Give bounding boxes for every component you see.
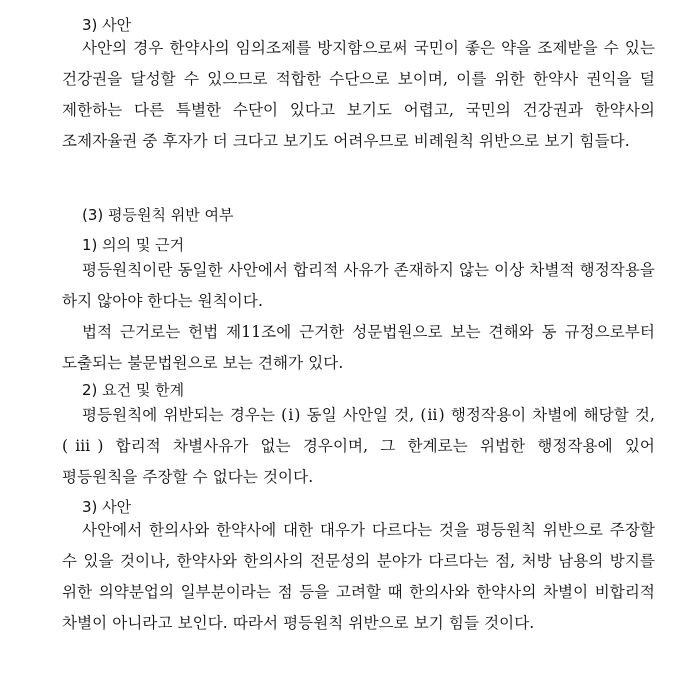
section-heading-case-1: 3) 사안 <box>82 16 132 34</box>
paragraph-case-proportionality: 사안의 경우 한약사의 임의조제를 방지함으로써 국민이 좋은 약을 조제받을 수 있는 건강권을 달성할 수 있으므로 적합한 수단으로 보이며, 이를 위한 한약사 권익을 덜 제한하는 다른 특별한 수단이 있다고 보기도 어렵고, 국민의 건강권과 한약사의 조제자율권 중 후자가 더 크다고 보기도 어려우므로 비례원칙 위반으로 보기 힘들다. <box>62 39 655 150</box>
paragraph-equality-definition: 평등원칙이란 동일한 사안에서 합리적 사유가 존재하지 않는 이상 차별적 행정작용을 하지 않아야 한다는 원칙이다. <box>62 261 655 310</box>
paragraph-requirements: 평등원칙에 위반되는 경우는 (ⅰ) 동일 사안일 것, (ⅱ) 행정작용이 차별에 해당할 것, (ⅲ) 합리적 차별사유가 없는 경우이며, 그 한계로는 위법한 행정작용에 있어 평등원칙을 주장할 수 없다는 것이다. <box>62 406 655 486</box>
section-heading-equality: (3) 평등원칙 위반 여부 <box>82 206 234 224</box>
section-heading-requirements: 2) 요건 및 한계 <box>82 381 185 399</box>
paragraph-case-equality: 사안에서 한의사와 한약사에 대한 대우가 다르다는 것을 평등원칙 위반으로 주장할 수 있을 것이나, 한약사와 한의사의 전문성의 분야가 다르다는 점, 처방 남용의 방지를 위한 의약분업의 일부분이라는 점 등을 고려할 때 한의사와 한약사의 차별이 비합리적 차별이 아니라고 보인다. 따라서 평등원칙 위반으로 보기 힘들 것이다. <box>62 521 655 632</box>
section-heading-case-2: 3) 사안 <box>82 498 132 516</box>
paragraph-legal-basis: 법적 근거로는 헌법 제11조에 근거한 성문법원으로 보는 견해와 동 규정으로부터 도출되는 불문법원으로 보는 견해가 있다. <box>62 323 655 372</box>
section-heading-meaning: 1) 의의 및 근거 <box>82 236 185 254</box>
